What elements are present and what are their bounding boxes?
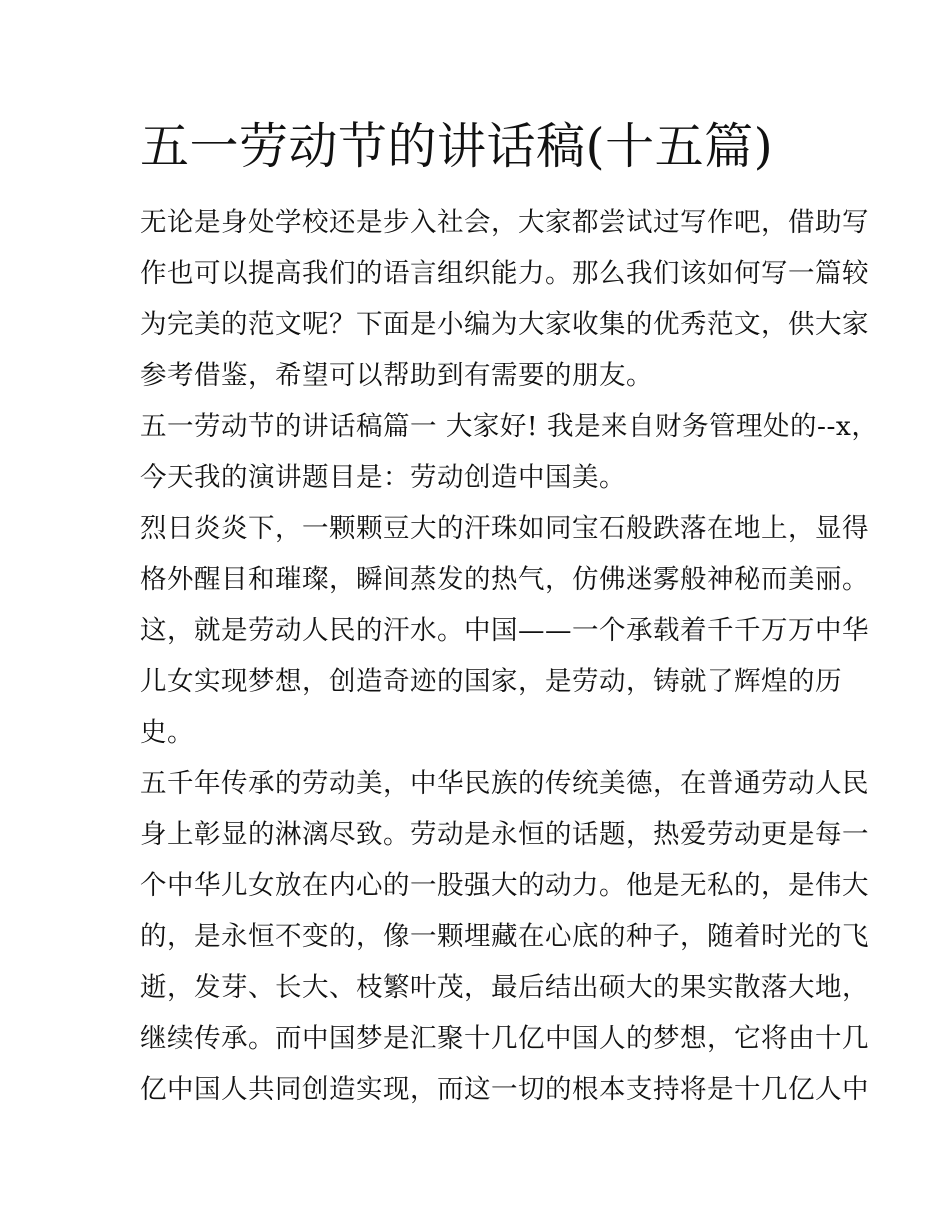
text-line: 的，是永恒不变的，像一颗埋藏在心底的种子，随着时光的飞 <box>140 921 869 952</box>
paragraph-heritage <box>140 758 869 1115</box>
text-line: 无论是身处学校还是步入社会，大家都尝试过写作吧，借助写 <box>140 207 869 238</box>
text-line: 今天我的演讲题目是：劳动创造中国美。 <box>140 462 626 493</box>
text-line: 五一劳动节的讲话稿篇一 大家好! 我是来自财务管理处的--x， <box>140 411 879 442</box>
text-line: 逝，发芽、长大、枝繁叶茂，最后结出硕大的果实散落大地， <box>140 972 869 1003</box>
text-line: 继续传承。而中国梦是汇聚十几亿中国人的梦想，它将由十几 <box>140 1023 869 1054</box>
text-line: 史。 <box>140 717 194 748</box>
text-line: 格外醒目和璀璨，瞬间蒸发的热气，仿佛迷雾般神秘而美丽。 <box>140 564 869 595</box>
document-body <box>140 197 879 1115</box>
text-line: 身上彰显的淋漓尽致。劳动是永恒的话题，热爱劳动更是每一 <box>140 819 869 850</box>
text-line: 作也可以提高我们的语言组织能力。那么我们该如何写一篇较 <box>140 258 869 289</box>
text-line: 儿女实现梦想，创造奇迹的国家，是劳动，铸就了辉煌的历 <box>140 666 842 697</box>
document-title: 五一劳动节的讲话稿(十五篇) <box>140 118 774 175</box>
text-line: 个中华儿女放在内心的一股强大的动力。他是无私的，是伟大 <box>140 870 869 901</box>
text-line: 烈日炎炎下，一颗颗豆大的汗珠如同宝石般跌落在地上，显得 <box>140 513 869 544</box>
text-line: 五千年传承的劳动美，中华民族的传统美德，在普通劳动人民 <box>140 768 869 799</box>
text-line: 为完美的范文呢？下面是小编为大家收集的优秀范文，供大家 <box>140 309 869 340</box>
paragraph-intro <box>140 197 869 401</box>
text-line: 这，就是劳动人民的汗水。中国——一个承载着千千万万中华 <box>140 615 869 646</box>
paragraph-sweat <box>140 503 869 758</box>
paragraph-speech-opening <box>140 401 879 503</box>
text-line: 亿中国人共同创造实现，而这一切的根本支持将是十几亿人中 <box>140 1074 869 1105</box>
text-line: 参考借鉴，希望可以帮助到有需要的朋友。 <box>140 360 653 391</box>
